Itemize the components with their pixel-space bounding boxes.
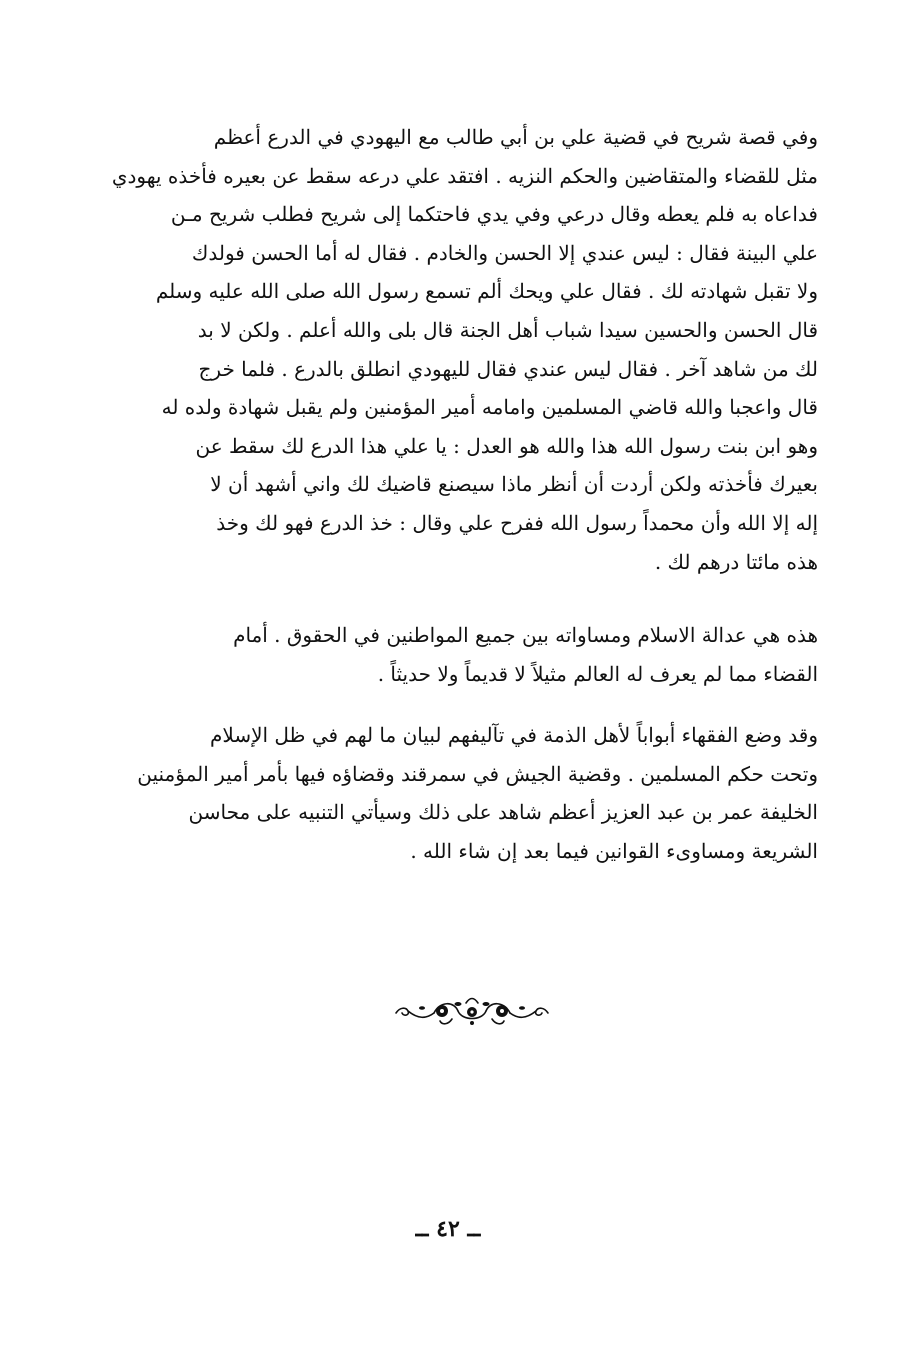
paragraph-line: وتحت حكم المسلمين . وقضية الجيش في سمرقند وقضاؤه فيها بأمر أمير المؤمنين [137,761,818,786]
paragraph-line: لك من شاهد آخر . فقال ليس عندي فقال لليهودي انطلق بالدرع . فلما خرج [198,356,818,381]
paragraph-line: هذه هي عدالة الاسلام ومساواته بين جميع المواطنين في الحقوق . أمام [233,623,818,647]
paragraph-line: وقد وضع الفقهاء أبواباً لأهل الذمة في تآليفهم لبيان ما لهم في ظل الإسلام [210,723,818,747]
paragraph-line: وهو ابن بنت رسول الله هذا والله هو العدل : يا علي هذا الدرع لك سقط عن [195,433,818,458]
paragraph-line: فداعاه به فلم يعطه وقال درعي وفي يدي فاحتكما إلى شريح فطلب شريح مـن [170,202,818,227]
page-number: ــ ٤٢ ــ [415,1216,481,1242]
paragraph-line: وفي قصة شريح في قضية علي بن أبي طالب مع اليهودي في الدرع أعظم [213,125,818,149]
floral-divider-icon [392,993,552,1029]
paragraph-ahl-al-dhimma [112,716,818,870]
paragraph-line: علي البينة فقال : ليس عندي إلا الحسن والخادم . فقال له أما الحسن فولدك [191,240,818,265]
paragraph-line: ولا تقبل شهادته لك . فقال علي ويحك ألم تسمع رسول الله صلى الله عليه وسلم [155,279,818,304]
paragraph-line: القضاء مما لم يعرف له العالم مثيلاً لا قديماً ولا حديثاً . [377,661,818,686]
paragraph-line: مثل للقضاء والمتقاضين والحكم النزيه . افتقد علي درعه سقط عن بعيره فأخذه يهودي [112,163,818,188]
paragraph-islamic-justice [112,616,818,693]
paragraph-line: إله إلا الله وأن محمداً رسول الله ففرح علي وقال : خذ الدرع فهو لك وخذ [216,510,818,535]
paragraph-line: الشريعة ومساوىء القوانين فيما بعد إن شاء الله . [410,838,818,863]
paragraph-line: الخليفة عمر بن عبد العزيز أعظم شاهد على ذلك وسيأتي التنبيه على محاسن [188,800,818,825]
paragraph-line: هذه مائتا درهم لك . [654,549,818,574]
paragraph-line: قال واعجبا والله قاضي المسلمين وامامه أمير المؤمنين ولم يقبل شهادة ولده له [161,395,818,420]
paragraph-shurayh-story [112,118,818,581]
paragraph-line: قال الحسن والحسين سيدا شباب أهل الجنة قال بلى والله أعلم . ولكن لا بد [197,317,818,342]
paragraph-line: بعيرك فأخذته ولكن أردت أن أنظر ماذا سيصنع قاضيك لك واني أشهد أن لا [210,472,818,497]
